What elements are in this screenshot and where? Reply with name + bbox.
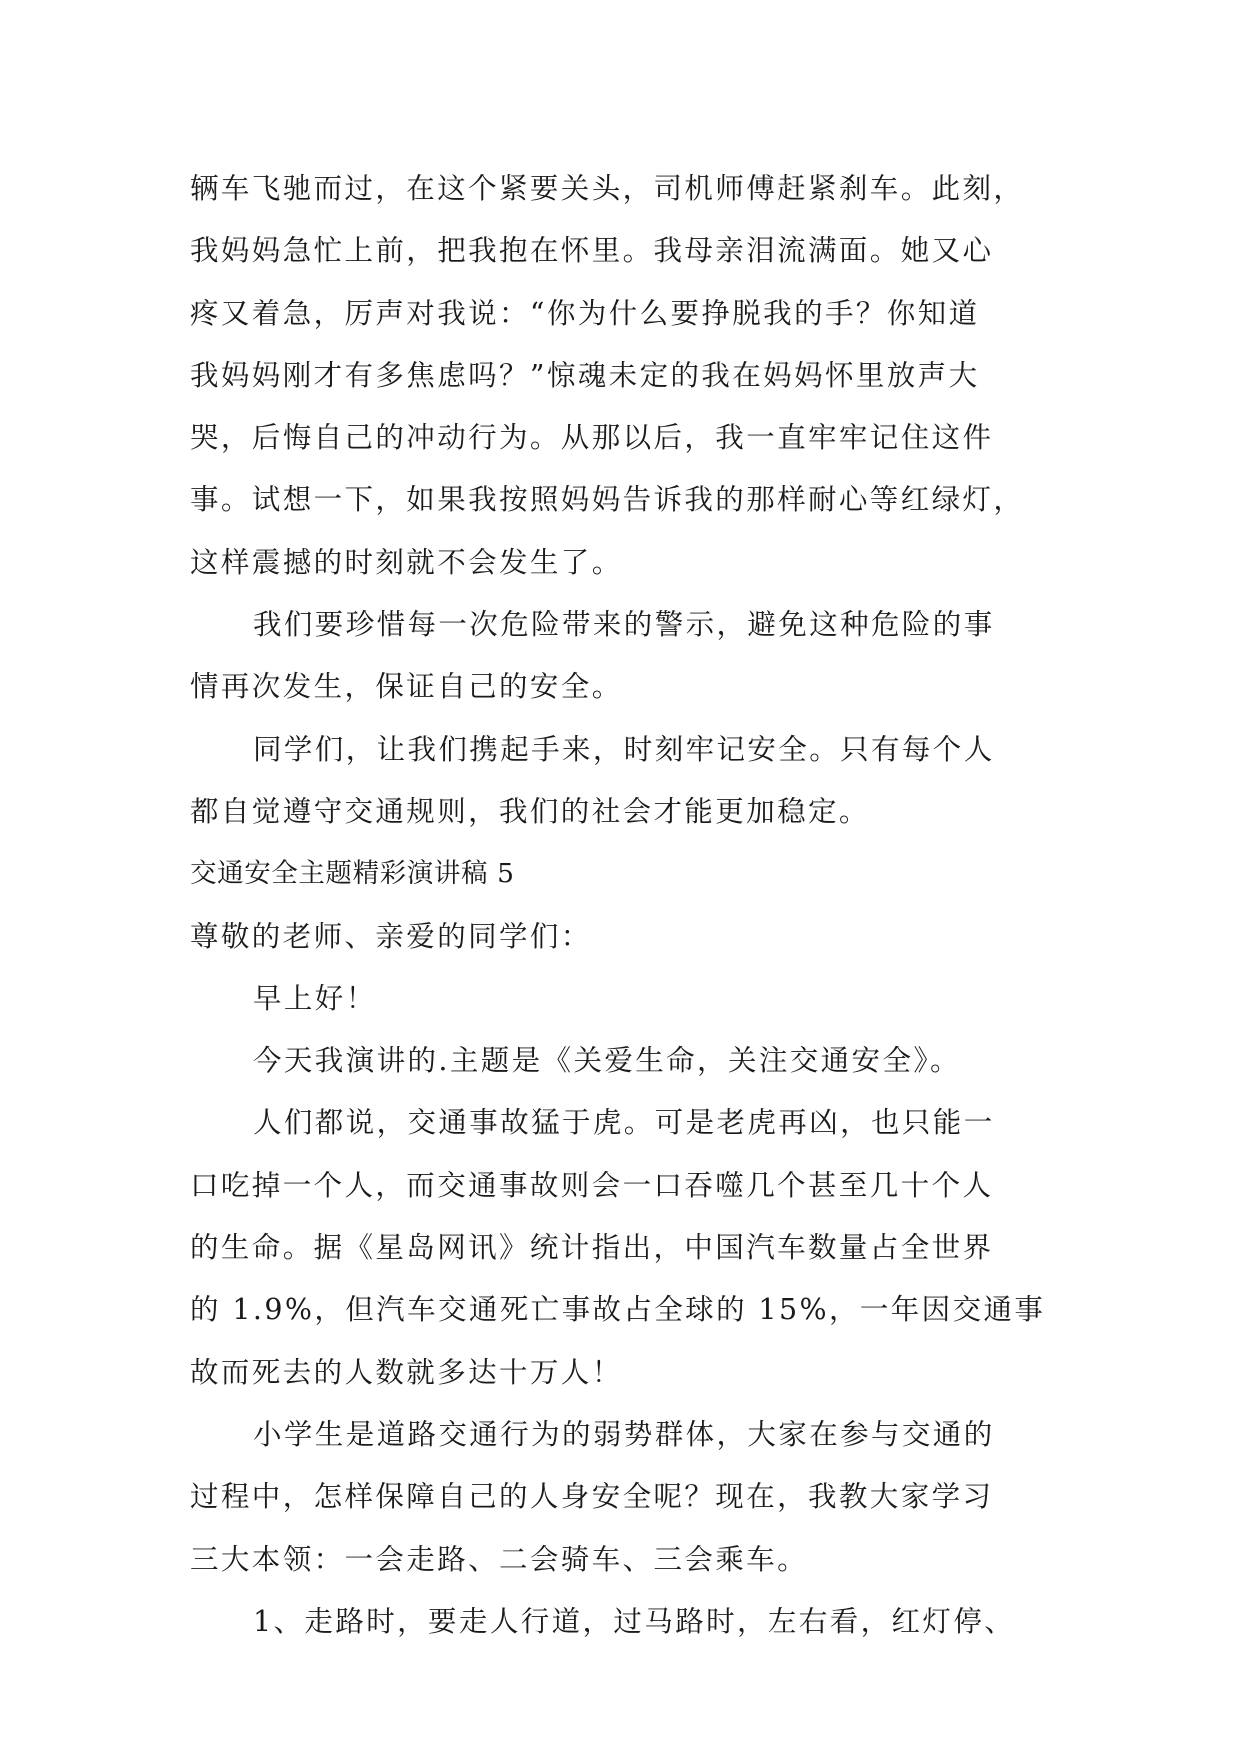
paragraph-line: 我妈妈急忙上前，把我抱在怀里。我母亲泪流满面。她又心 <box>190 234 994 268</box>
paragraph-line: 事。试想一下，如果我按照妈妈告诉我的那样耐心等红绿灯， <box>190 483 1025 517</box>
paragraph-line: 的 1.9%，但汽车交通死亡事故占全球的 15%，一年因交通事 <box>190 1293 1046 1327</box>
salutation: 尊敬的老师、亲爱的同学们： <box>190 919 592 953</box>
paragraph-line: 口吃掉一个人，而交通事故则会一口吞噬几个甚至几十个人 <box>190 1168 994 1202</box>
paragraph-line: 辆车飞驰而过，在这个紧要关头，司机师傅赶紧刹车。此刻， <box>190 172 1025 205</box>
paragraph-line: 今天我演讲的.主题是《关爱生命，关注交通安全》。 <box>253 1044 961 1078</box>
greeting: 早上好！ <box>253 981 377 1015</box>
paragraph-line: 三大本领：一会走路、二会骑车、三会乘车。 <box>190 1542 809 1576</box>
paragraph-line: 1、走路时，要走人行道，过马路时，左右看，红灯停、 <box>253 1604 1016 1638</box>
paragraph-line: 小学生是道路交通行为的弱势群体，大家在参与交通的 <box>253 1417 995 1451</box>
paragraph-line: 人们都说，交通事故猛于虎。可是老虎再凶，也只能一 <box>253 1106 995 1140</box>
paragraph-line: 的生命。据《星岛网讯》统计指出，中国汽车数量占全世界 <box>190 1231 994 1265</box>
paragraph-line: 我们要珍惜每一次危险带来的警示，避免这种危险的事 <box>253 608 995 642</box>
paragraph-line: 同学们，让我们携起手来，时刻牢记安全。只有每个人 <box>253 732 995 766</box>
paragraph-line: 这样震撼的时刻就不会发生了。 <box>190 545 623 579</box>
paragraph-line: 我妈妈刚才有多焦虑吗？”惊魂未定的我在妈妈怀里放声大 <box>190 358 980 392</box>
paragraph-line: 都自觉遵守交通规则，我们的社会才能更加稳定。 <box>190 794 870 828</box>
document-body <box>190 158 1070 1653</box>
paragraph-line: 哭，后悔自己的冲动行为。从那以后，我一直牢牢记住这件 <box>190 421 994 455</box>
paragraph-line: 过程中，怎样保障自己的人身安全呢？现在，我教大家学习 <box>190 1480 994 1514</box>
section-title: 交通安全主题精彩演讲稿 5 <box>190 858 515 890</box>
paragraph-line: 疼又着急，厉声对我说：“你为什么要挣脱我的手？你知道 <box>190 296 980 330</box>
paragraph-line: 故而死去的人数就多达十万人！ <box>190 1355 623 1389</box>
paragraph-line: 情再次发生，保证自己的安全。 <box>190 670 623 704</box>
